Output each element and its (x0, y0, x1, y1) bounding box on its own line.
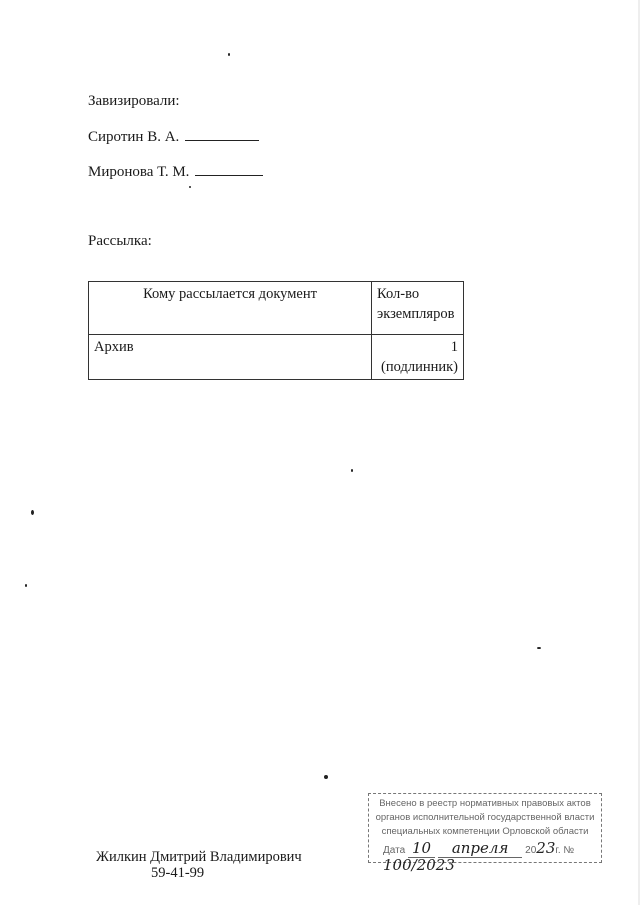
registry-stamp (368, 793, 602, 874)
approver-row (88, 128, 259, 146)
recipient-cell: Архив (89, 335, 372, 380)
stamp-day: 10 (408, 839, 435, 858)
approver-row (88, 163, 263, 181)
distribution-table (88, 281, 464, 380)
scan-speck (25, 584, 27, 587)
quantity-cell (372, 335, 464, 380)
stamp-line: органов исполнительной государственной власти (375, 812, 595, 823)
executor-name: Жилкин Дмитрий Владимирович (96, 849, 302, 865)
scan-speck (324, 775, 328, 779)
quantity-value: 1 (450, 339, 458, 355)
table-row (89, 335, 464, 380)
stamp-number-label: № (563, 845, 575, 856)
stamp-month: апреля (438, 839, 523, 858)
executor-phone: 59-41-99 (151, 865, 205, 881)
approver-name: Миронова Т. М. (88, 164, 190, 180)
stamp-year-suffix: 23 (536, 839, 556, 857)
scan-speck (189, 186, 191, 188)
scan-speck (31, 510, 34, 515)
column-header-quantity: Кол-во экземпляров (372, 282, 464, 335)
table-header-row (89, 282, 464, 335)
scan-speck (537, 647, 541, 649)
column-header-recipient: Кому рассылается документ (89, 282, 372, 335)
stamp-year-prefix: 20 (525, 845, 537, 856)
quantity-note: (подлинник) (381, 359, 458, 375)
stamp-line: Внесено в реестр нормативных правовых актов (379, 798, 591, 809)
signature-line (195, 163, 263, 176)
stamp-date-label: Дата (383, 845, 406, 856)
scan-speck (351, 469, 353, 472)
stamp-line: специальных компетенции Орловской области (381, 826, 589, 837)
scan-speck (228, 53, 230, 56)
approvals-heading: Завизировали: (88, 93, 180, 109)
signature-line (185, 128, 259, 141)
stamp-number: 100/2023 (383, 856, 455, 874)
approver-name: Сиротин В. А. (88, 129, 180, 145)
stamp-date-line (369, 841, 601, 875)
distribution-heading: Рассылка: (88, 233, 152, 249)
stamp-year-postfix: г. (555, 845, 561, 856)
